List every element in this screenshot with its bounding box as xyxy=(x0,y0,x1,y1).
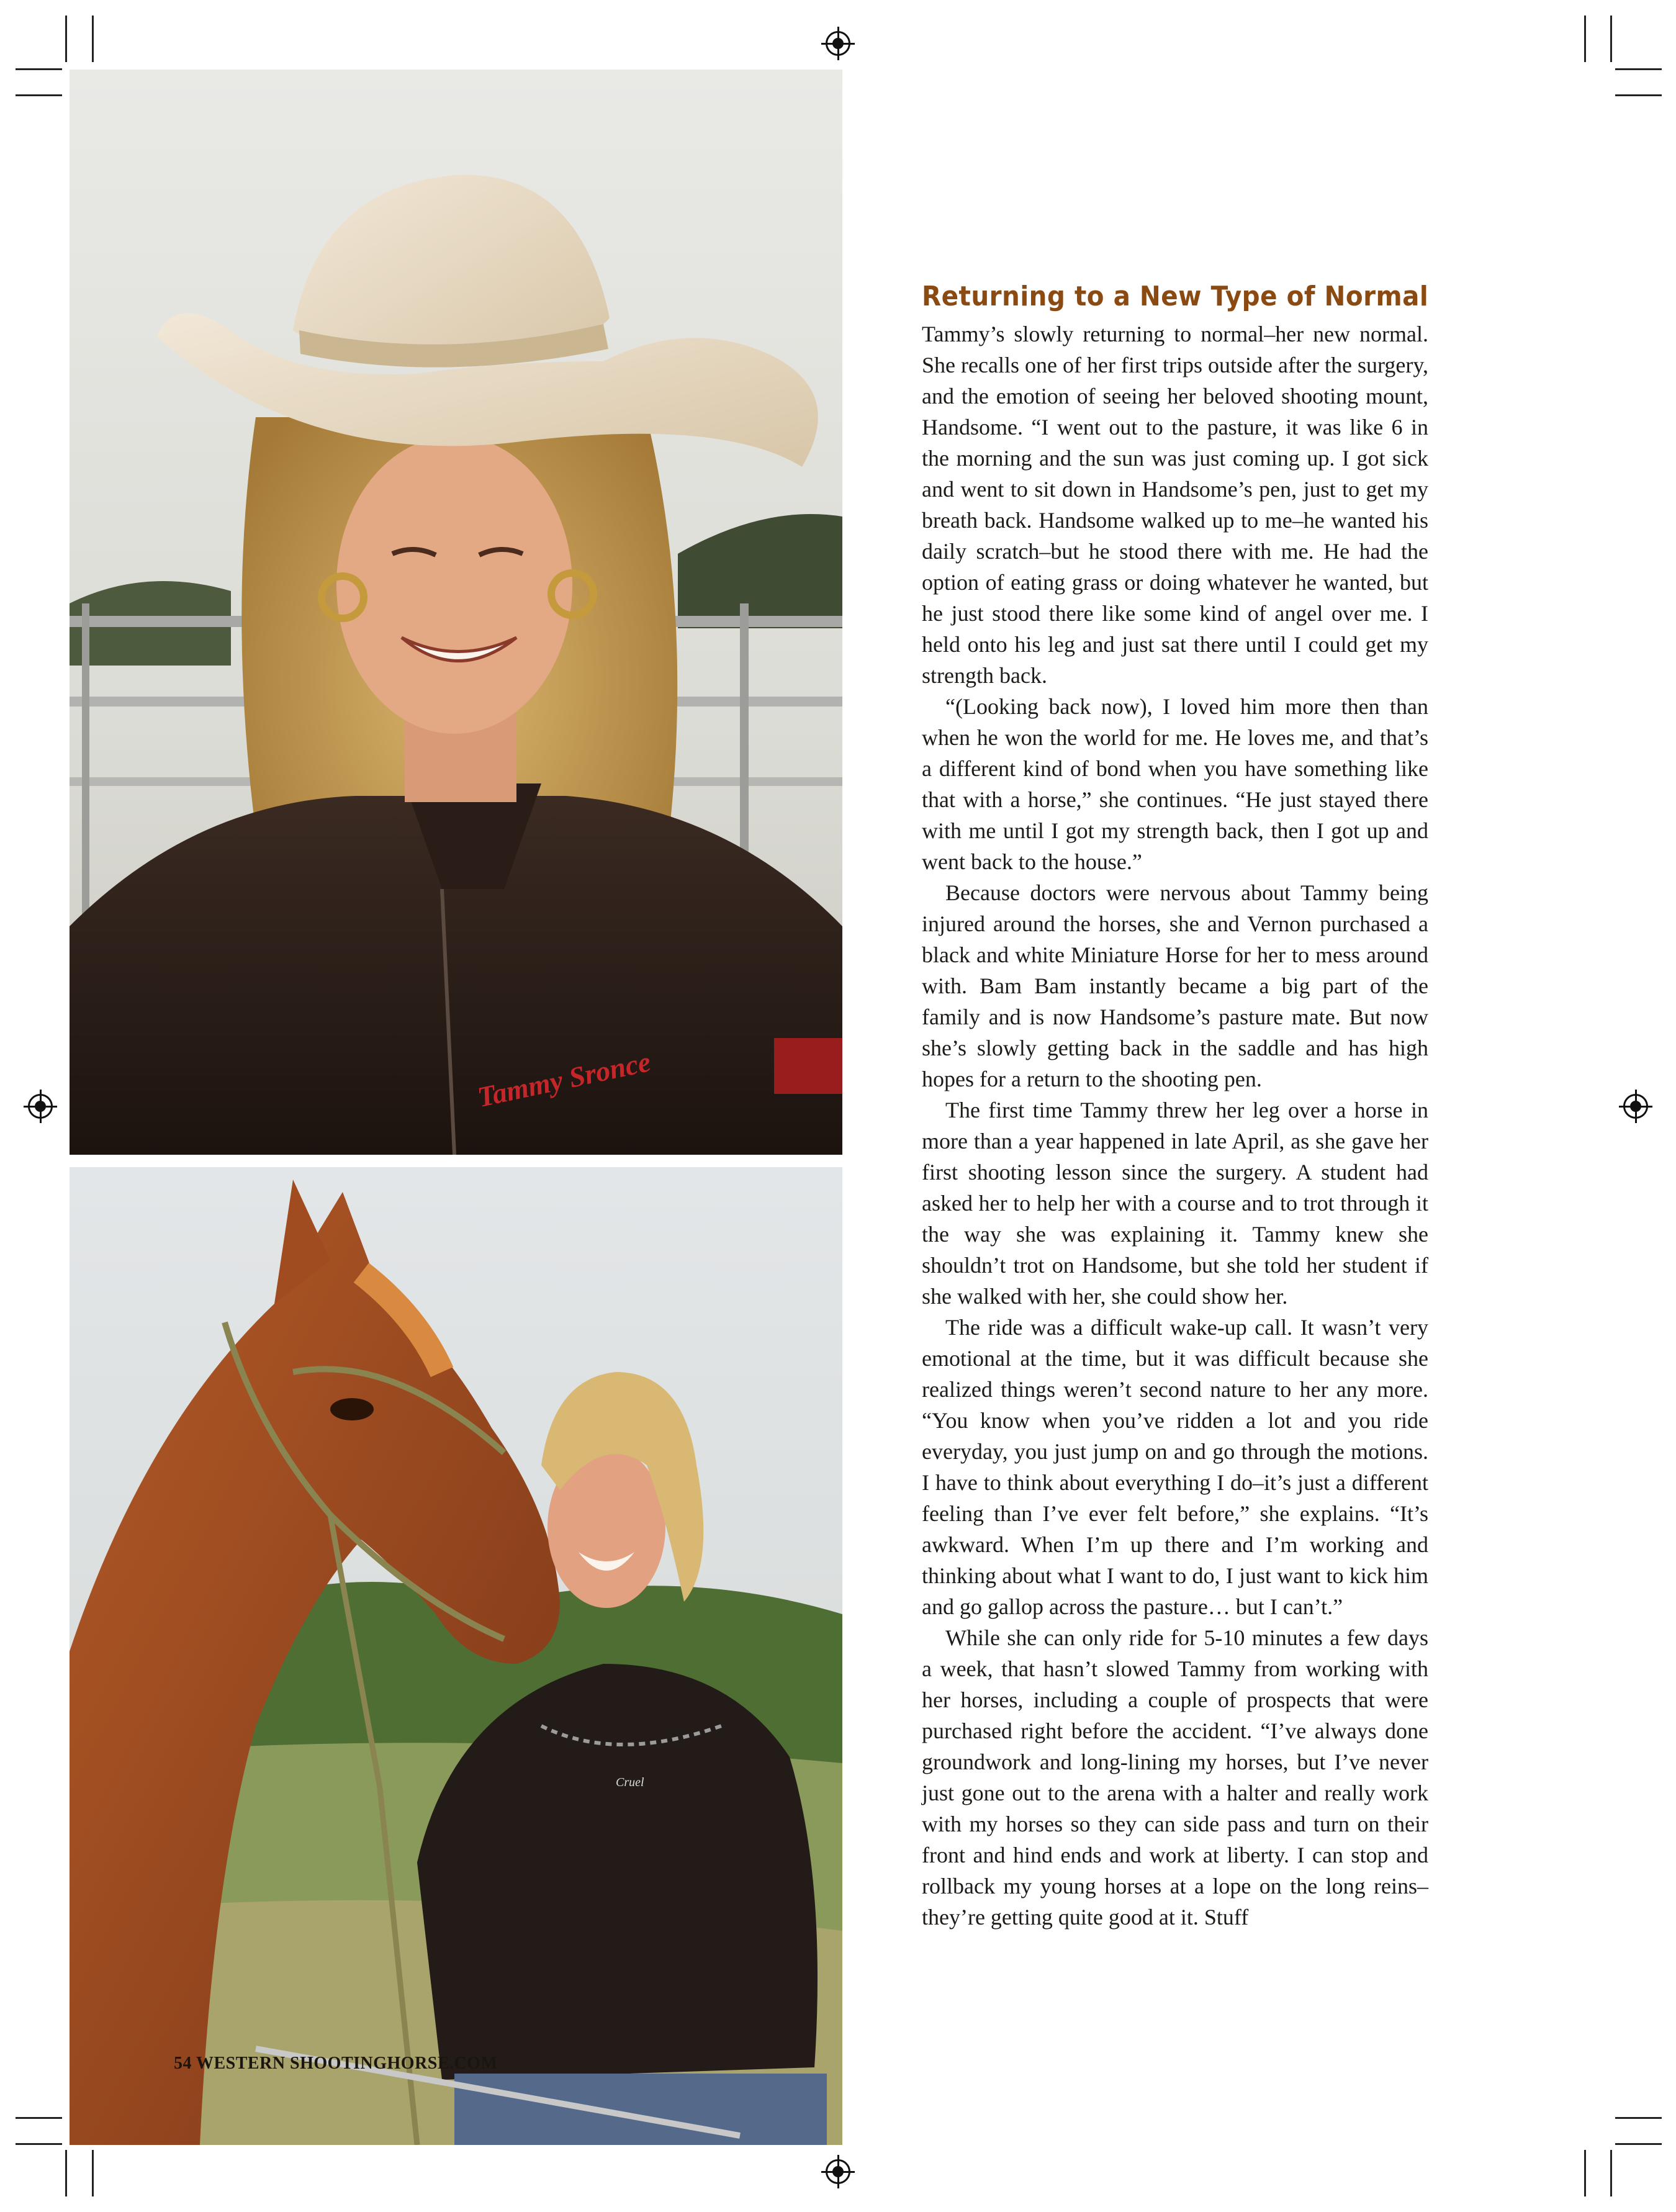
crop-mark-bl-v1 xyxy=(65,2150,67,2196)
crop-mark-br-v1 xyxy=(1584,2150,1586,2196)
article-paragraph: While she can only ride for 5-10 minutes a few days a week, that hasn’t slowed Tammy from working with her horses, including a couple of prospects that were purchased right before the accident. “I’ve always done groundwork and long-lining my horses, but I’ve never just gone out to the arena with a halter and really work with my horses so they can side pass and turn on their front and hind ends and work at liberty. I can stop and rollback my young horses at a lope on the long reins–they’re getting quite good at it. Stuff xyxy=(922,1625,1428,1930)
crop-mark-tr-h xyxy=(1615,68,1662,70)
photo-woman-in-cowboy-hat xyxy=(70,70,842,1155)
crop-mark-tr-v2 xyxy=(1610,16,1612,62)
crop-mark-bl-v2 xyxy=(92,2150,94,2196)
crop-mark-tl-v1 xyxy=(65,16,67,62)
article xyxy=(922,281,1428,1933)
article-headline: Returning to a New Type of Normal xyxy=(922,281,1429,312)
crop-mark-tr-h2 xyxy=(1615,94,1662,96)
crop-mark-bl-h2 xyxy=(16,2143,62,2145)
crop-mark-br-h2 xyxy=(1615,2143,1662,2145)
registration-mark-right xyxy=(1623,1094,1648,1119)
crop-mark-br-h xyxy=(1615,2117,1662,2119)
registration-mark-top xyxy=(826,31,850,56)
article-paragraph: The ride was a difficult wake-up call. It wasn’t very emotional at the time, but it was difficult because she realized things weren’t second nature to her any more. “You know when you’ve ridden a lot and you ride everyday, you just jump on and go through the motions. I have to think about everything I do–it’s just a different feeling than I’ve ever felt before,” she explains. “It’s awkward. When I’m up there and I’m working and thinking about what I want to do, I just want to kick him and go gallop across the pasture… but I can’t.” xyxy=(922,1315,1428,1619)
registration-mark-left xyxy=(28,1094,53,1119)
crop-mark-br-v2 xyxy=(1610,2150,1612,2196)
article-paragraph: Tammy’s slowly returning to normal–her new normal. She recalls one of her first trips outside after the surgery, and the emotion of seeing her beloved shooting mount, Handsome. “I went out to the pasture, it was like 6 in the morning and the sun was just coming up. I got sick and went to sit down in Handsome’s pen, just to get my breath back. Handsome walked up to me–he wanted his daily scratch–but he stood there with me. He had the option of eating grass or doing whatever he wanted, but he just stood there like some kind of angel over me. I held onto his leg and just sat there until I could get my strength back. xyxy=(922,322,1428,688)
article-body xyxy=(922,318,1428,1933)
crop-mark-tl-h xyxy=(16,68,62,70)
shirt-brand-label: Cruel xyxy=(616,1776,644,1789)
jacket-embroidery-name: Tammy Sronce xyxy=(474,1045,654,1113)
page-folio: 54 WESTERN SHOOTINGHORSE.COM xyxy=(174,2054,498,2073)
article-paragraph: Because doctors were nervous about Tammy being injured around the horses, she and Vernon purchased a black and white Miniature Horse for her to mess around with. Bam Bam instantly became a big part of the family and is now Handsome’s pasture mate. But now she’s slowly getting back in the saddle and has high hopes for a return to the shooting pen. xyxy=(922,880,1428,1091)
crop-mark-tl-h2 xyxy=(16,94,62,96)
photo-woman-with-horse xyxy=(70,1167,842,2145)
registration-mark-bottom xyxy=(826,2159,850,2184)
crop-mark-tl-v2 xyxy=(92,16,94,62)
article-paragraph: “(Looking back now), I loved him more then than when he won the world for me. He loves me, and that’s a different kind of bond when you have something like that with a horse,” she continues. “He just stayed there with me until I got my strength back, then I got up and went back to the house.” xyxy=(922,694,1428,874)
crop-mark-bl-h xyxy=(16,2117,62,2119)
crop-mark-tr-v1 xyxy=(1584,16,1586,62)
article-paragraph: The first time Tammy threw her leg over a horse in more than a year happened in late April, as she gave her first shooting lesson since the surgery. A student had asked her to help her with a course and to trot through it the way she was explaining it. Tammy knew she shouldn’t trot on Handsome, but she told her student if she walked with her, she could show her. xyxy=(922,1098,1428,1309)
